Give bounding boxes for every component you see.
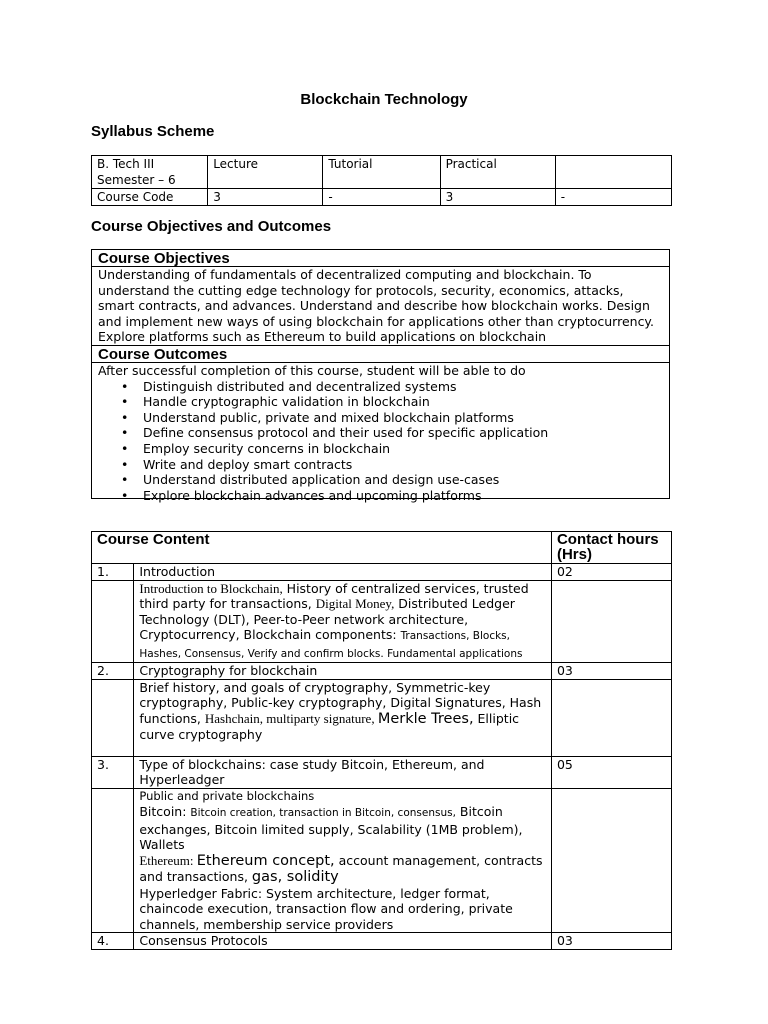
unit-number: 3.: [92, 756, 134, 788]
unit-hours: 05: [551, 756, 671, 788]
outcome-item: • Employ security concerns in blockchain: [143, 441, 663, 457]
unit-detail: [134, 679, 552, 756]
outcome-item: • Explore blockchain advances and upcoming platforms: [143, 488, 663, 504]
scheme-cell: Course Code: [92, 189, 208, 206]
outcome-item: • Understand distributed application and design use-cases: [143, 472, 663, 488]
scheme-cell: 3: [440, 189, 555, 206]
unit-detail-row: [92, 679, 672, 756]
scheme-cell: 3: [208, 189, 323, 206]
unit-detail-row: [92, 580, 672, 663]
syllabus-heading: Syllabus Scheme: [91, 123, 215, 140]
empty-cell: [551, 788, 671, 933]
unit-title: Introduction: [134, 564, 552, 581]
content-header-row: [92, 532, 672, 564]
detail-text: Distributed Ledger Technology (DLT), Peer-to-Peer network architecture, Cryptocurrency, Blockchain components:: [139, 596, 515, 642]
detail-text: Introduction to Blockchain,: [139, 580, 283, 596]
detail-text: Bitcoin exchanges, Bitcoin limited supply, Scalability (1MB problem), Wallets: [139, 804, 523, 852]
bitcoin-detail: [139, 804, 546, 853]
empty-cell: [92, 788, 134, 933]
scheme-row: [92, 156, 672, 189]
outcome-item: • Handle cryptographic validation in blockchain: [143, 394, 663, 410]
syllabus-scheme-table: [91, 155, 672, 206]
unit-number: 1.: [92, 564, 134, 581]
scheme-cell: [555, 156, 671, 189]
outcome-item: • Distinguish distributed and decentralized systems: [143, 379, 663, 395]
empty-cell: [551, 679, 671, 756]
unit-title: Cryptography for blockchain: [134, 663, 552, 680]
detail-text: Bitcoin:: [139, 804, 191, 819]
unit-title-row: [92, 933, 672, 950]
scheme-cell: Practical: [440, 156, 555, 189]
document-title: Blockchain Technology: [300, 91, 468, 108]
unit-title-row: [92, 663, 672, 680]
outcomes-list: [98, 379, 663, 504]
outcome-item: • Understand public, private and mixed blockchain platforms: [143, 410, 663, 426]
detail-text: Ethereum:: [139, 852, 197, 868]
unit-title: Type of blockchains: case study Bitcoin, Ethereum, and Hyperleadger: [134, 756, 552, 788]
contact-hours-header: Contact hours (Hrs): [551, 532, 671, 564]
empty-cell: [551, 580, 671, 663]
course-objectives-label: Course Objectives: [92, 250, 669, 267]
unit-title: Consensus Protocols: [134, 933, 552, 950]
objectives-outcomes-heading: Course Objectives and Outcomes: [91, 218, 332, 235]
detail-text: Public and private blockchains: [139, 788, 315, 803]
unit-detail-row: [92, 788, 672, 933]
course-objectives-text: Understanding of fundamentals of decentralized computing and blockchain. To understand the cutting edge technology for protocols, security, economics, attacks, smart contracts, and advances. Understand and describe how blockchain works. Design and implement new ways of using blockchain for applications other than cryptocurrency. Explore platforms such as Ethereum to build applications on blockchain: [92, 267, 669, 346]
detail-text: Hyperledger Fabric: System architecture, ledger format, chaincode execution, transaction flow and ordering, private channels, membership service providers: [139, 885, 513, 932]
scheme-cell: -: [555, 189, 671, 206]
scheme-cell: Tutorial: [323, 156, 440, 189]
unit-hours: 03: [551, 663, 671, 680]
course-content-table: [91, 531, 672, 950]
course-content-header: Course Content: [92, 532, 552, 564]
detail-text: Bitcoin creation, transaction in Bitcoin, consensus,: [190, 807, 456, 819]
outcome-item: • Write and deploy smart contracts: [143, 457, 663, 473]
scheme-cell: B. Tech III Semester – 6: [92, 156, 208, 189]
empty-cell: [92, 679, 134, 756]
detail-text: Ethereum concept,: [196, 852, 335, 869]
unit-detail: [134, 580, 552, 663]
detail-text: Hashchain, multiparty signature,: [204, 710, 378, 726]
unit-number: 4.: [92, 933, 134, 950]
unit-number: 2.: [92, 663, 134, 680]
unit-title-row: [92, 564, 672, 581]
outcomes-intro: After successful completion of this course, student will be able to do: [98, 363, 526, 378]
objectives-outcomes-box: [91, 249, 670, 503]
detail-text: History of centralized services, trusted third party for transactions,: [139, 580, 529, 611]
detail-text: Brief history, and goals of cryptography, Symmetric-key cryptography, Public-key cryptography, Digital Signatures, Hash functions,: [139, 679, 542, 726]
detail-text: Digital Money,: [315, 596, 395, 611]
outcome-item: • Define consensus protocol and their used for specific application: [143, 425, 663, 441]
unit-title-row: [92, 756, 672, 788]
ethereum-detail: [139, 853, 546, 886]
unit-hours: 03: [551, 933, 671, 950]
detail-text: Merkle Trees,: [377, 710, 474, 727]
empty-cell: [92, 580, 134, 663]
scheme-row: [92, 189, 672, 206]
scheme-cell: -: [323, 189, 440, 206]
unit-detail: [134, 788, 552, 933]
detail-text: gas, solidity: [251, 869, 339, 885]
course-outcomes-body: [92, 363, 669, 503]
course-outcomes-label: Course Outcomes: [92, 346, 669, 363]
detail-text: Transactions, Blocks, Hashes, Consensus, Verify and confirm blocks. Fundamental applications: [139, 630, 523, 660]
unit-hours: 02: [551, 564, 671, 581]
detail-text: account management, contracts and transactions,: [139, 852, 543, 884]
scheme-cell: Lecture: [208, 156, 323, 189]
detail-text: Elliptic curve cryptography: [139, 710, 520, 742]
